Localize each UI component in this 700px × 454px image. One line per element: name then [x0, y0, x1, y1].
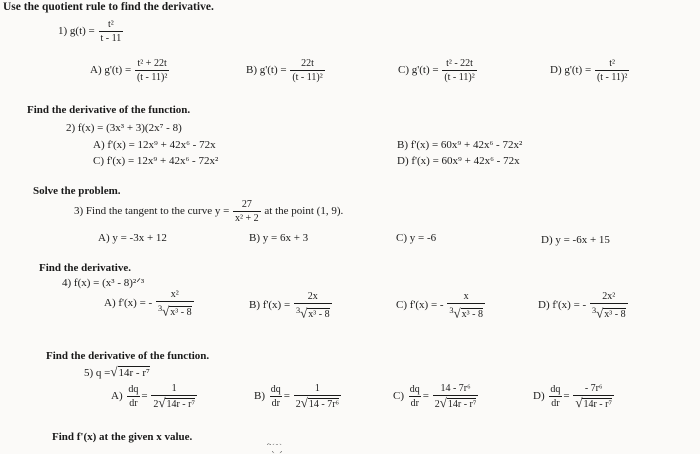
- option-letter: C): [398, 64, 409, 77]
- radicand: 14 - 7r⁶: [308, 399, 340, 410]
- question-fraction: [99, 19, 124, 44]
- option-lhs: C) f'(x) = -: [396, 299, 444, 312]
- q2-option-d[interactable]: D) f'(x) = 60x⁹ + 42x⁶ - 72x: [397, 155, 520, 167]
- q5-option-d[interactable]: D) $\frac{dq}{dr}$ = $\frac{\text{- 7r⁶}}{\text{√14r - r⁷}}$: [533, 383, 612, 410]
- radical-icon: √: [300, 395, 308, 410]
- fraction-numerator: - 7r⁶: [584, 383, 603, 394]
- q1-option-a[interactable]: [90, 58, 170, 83]
- root-index: 3: [295, 306, 301, 315]
- question-1: [58, 19, 124, 44]
- q3-option-d[interactable]: D) y = -6x + 15: [541, 234, 610, 246]
- question-lhs: g(t) =: [69, 25, 95, 38]
- dq: dq: [550, 384, 561, 395]
- fraction-numerator: 1: [171, 383, 177, 394]
- fraction-numerator: t²: [108, 19, 114, 30]
- fraction-numerator: 1: [314, 383, 320, 394]
- derivative-notation: [548, 384, 562, 409]
- question-4: 4) f(x) = (x³ - 8)²ᐟ³: [62, 277, 145, 289]
- fraction-denominator: (t - 11)²: [292, 72, 323, 83]
- fraction-numerator: x: [463, 291, 469, 302]
- fraction-denominator: [151, 395, 197, 410]
- question-2: 2) f(x) = (3x³ + 3)(2x⁷ - 8): [66, 122, 182, 134]
- radicand: x³ - 8: [170, 307, 192, 319]
- radicand: x³ - 8: [604, 309, 626, 321]
- fraction-numerator: 2x: [307, 291, 318, 302]
- fraction-denominator: [590, 303, 628, 320]
- fraction-denominator: [156, 301, 194, 318]
- question-fraction: [233, 199, 261, 224]
- question-3: [74, 199, 343, 224]
- option-lhs: g'(t) =: [564, 64, 592, 77]
- root-index: 3: [591, 306, 597, 315]
- option-fraction: [294, 383, 341, 410]
- coefficient: 2: [295, 399, 301, 410]
- q4-option-c[interactable]: [396, 291, 486, 320]
- q1-option-c[interactable]: [398, 58, 478, 83]
- option-fraction: [573, 383, 614, 410]
- instruction-evaluate-derivative: Find f'(x) at the given x value.: [52, 431, 193, 443]
- fraction-numerator: 22t: [301, 58, 314, 69]
- option-letter: A): [90, 64, 102, 77]
- question-suffix: at the point (1, 9).: [264, 205, 344, 218]
- option-letter: D): [533, 390, 545, 403]
- option-fraction: [135, 58, 169, 83]
- fraction-denominator: (t - 11)²: [444, 72, 475, 83]
- q3-option-b[interactable]: B) y = 6x + 3: [249, 232, 309, 244]
- option-lhs: A) f'(x) = -: [104, 297, 153, 310]
- option-fraction: [290, 58, 324, 83]
- coefficient: 2: [153, 399, 159, 410]
- coefficient: 2: [434, 399, 440, 410]
- radical-icon: √: [439, 395, 447, 410]
- radicand: 14r - r⁷: [118, 367, 150, 379]
- option-lhs: g'(t) =: [259, 64, 287, 77]
- instruction-solve-problem: Solve the problem.: [33, 185, 121, 197]
- fraction-denominator: [447, 303, 485, 320]
- option-fraction: [433, 383, 479, 410]
- dq: dq: [270, 384, 281, 395]
- dr: dr: [410, 398, 419, 409]
- option-lhs: D) f'(x) = -: [538, 299, 587, 312]
- option-fraction: [156, 289, 194, 318]
- root-index: 3: [157, 304, 163, 313]
- option-fraction: [442, 58, 476, 83]
- fraction-numerator: t² + 22t: [137, 58, 167, 69]
- derivative-notation: [408, 384, 422, 409]
- fraction-numerator: t²: [609, 58, 616, 69]
- option-lhs: B) f'(x) =: [249, 299, 291, 312]
- question-5: [84, 364, 150, 380]
- fraction-denominator: (t - 11)²: [596, 72, 628, 83]
- radical-icon: √: [596, 305, 604, 321]
- page-cutoff: [0, 445, 700, 451]
- radical-icon: √: [300, 305, 308, 321]
- radical-icon: √: [453, 305, 461, 321]
- radicand: 14r - r⁷: [166, 399, 195, 410]
- radicand: 14r - r⁷: [447, 399, 477, 410]
- q3-option-c[interactable]: C) y = -6: [396, 232, 437, 244]
- fraction-denominator: t - 11: [100, 33, 122, 44]
- radicand: x³ - 8: [308, 309, 330, 321]
- fraction-numerator: 27: [241, 199, 252, 210]
- option-fraction: [590, 291, 628, 320]
- question-prefix: 5) q =: [84, 367, 111, 379]
- option-letter: C): [393, 390, 404, 403]
- option-fraction: [595, 58, 629, 83]
- dr: dr: [551, 398, 560, 409]
- instruction-quotient-rule: Use the quotient rule to find the derivative.: [3, 1, 214, 13]
- option-fraction: [447, 291, 485, 320]
- derivative-notation: [126, 384, 140, 409]
- q5-option-c[interactable]: C) $\frac{dq}{dr}$ = $\frac{\text{14 - 7r⁶}}{\text{2√14r - r⁷}}$: [393, 383, 477, 410]
- fraction-denominator: x² + 2: [235, 213, 259, 224]
- radical-icon: √: [158, 395, 166, 410]
- option-letter: B): [246, 64, 257, 77]
- fraction-numerator: 2x²: [602, 291, 616, 302]
- dq: dq: [409, 384, 420, 395]
- fraction-denominator: (t - 11)²: [136, 72, 168, 83]
- option-letter: B): [254, 390, 265, 403]
- dr: dr: [271, 398, 280, 409]
- question-prefix: 3) Find the tangent to the curve y =: [74, 205, 230, 218]
- q4-option-a[interactable]: [104, 289, 195, 318]
- fraction-denominator: [294, 303, 332, 320]
- radical-icon: √: [162, 303, 170, 319]
- dq: dq: [128, 384, 139, 395]
- dr: dr: [129, 398, 138, 409]
- q2-option-c[interactable]: C) f'(x) = 12x⁹ + 42x⁶ - 72x²: [93, 155, 219, 167]
- root-index: 3: [449, 306, 454, 315]
- option-fraction: [294, 291, 332, 320]
- q2-option-b[interactable]: B) f'(x) = 60x⁹ + 42x⁶ - 72x²: [397, 139, 523, 151]
- radical-icon: √: [110, 364, 118, 379]
- q4-option-b[interactable]: [249, 291, 333, 320]
- fraction-numerator: 14 - 7r⁶: [440, 383, 471, 394]
- q1-option-d[interactable]: [550, 58, 630, 83]
- option-letter: A): [111, 390, 123, 403]
- q3-option-a[interactable]: A) y = -3x + 12: [98, 232, 167, 244]
- q5-option-a[interactable]: A) $\frac{dq}{dr}$ = $\frac{1}{\text{2√14r - r⁷}}$: [111, 383, 195, 410]
- q2-option-a[interactable]: A) f'(x) = 12x⁹ + 42x⁶ - 72x: [93, 139, 216, 151]
- q5-option-b[interactable]: B) $\frac{dq}{dr}$ = $\frac{1}{\text{2√14 - 7r⁶}}$: [254, 383, 340, 410]
- option-fraction: [151, 383, 197, 410]
- q1-option-b[interactable]: [246, 58, 326, 83]
- radical-icon: √: [575, 395, 583, 410]
- fraction-denominator: [294, 395, 341, 410]
- instruction-find-derivative-3: Find the derivative of the function.: [46, 350, 210, 362]
- option-letter: D): [550, 64, 562, 77]
- fraction-denominator: [573, 395, 614, 410]
- option-lhs: g'(t) =: [104, 64, 132, 77]
- question-number: 1): [58, 25, 68, 38]
- instruction-find-derivative: Find the derivative of the function.: [27, 104, 191, 116]
- fraction-denominator: [433, 395, 479, 410]
- fraction-numerator: t² - 22t: [446, 58, 473, 69]
- instruction-find-derivative-2: Find the derivative.: [39, 262, 131, 274]
- derivative-notation: [269, 384, 283, 409]
- fraction-numerator: x²: [170, 289, 179, 300]
- option-lhs: g'(t) =: [411, 64, 439, 77]
- q4-option-d[interactable]: [538, 291, 629, 320]
- radicand: 14r - r⁷: [583, 399, 612, 410]
- radicand: x³ - 8: [461, 309, 483, 321]
